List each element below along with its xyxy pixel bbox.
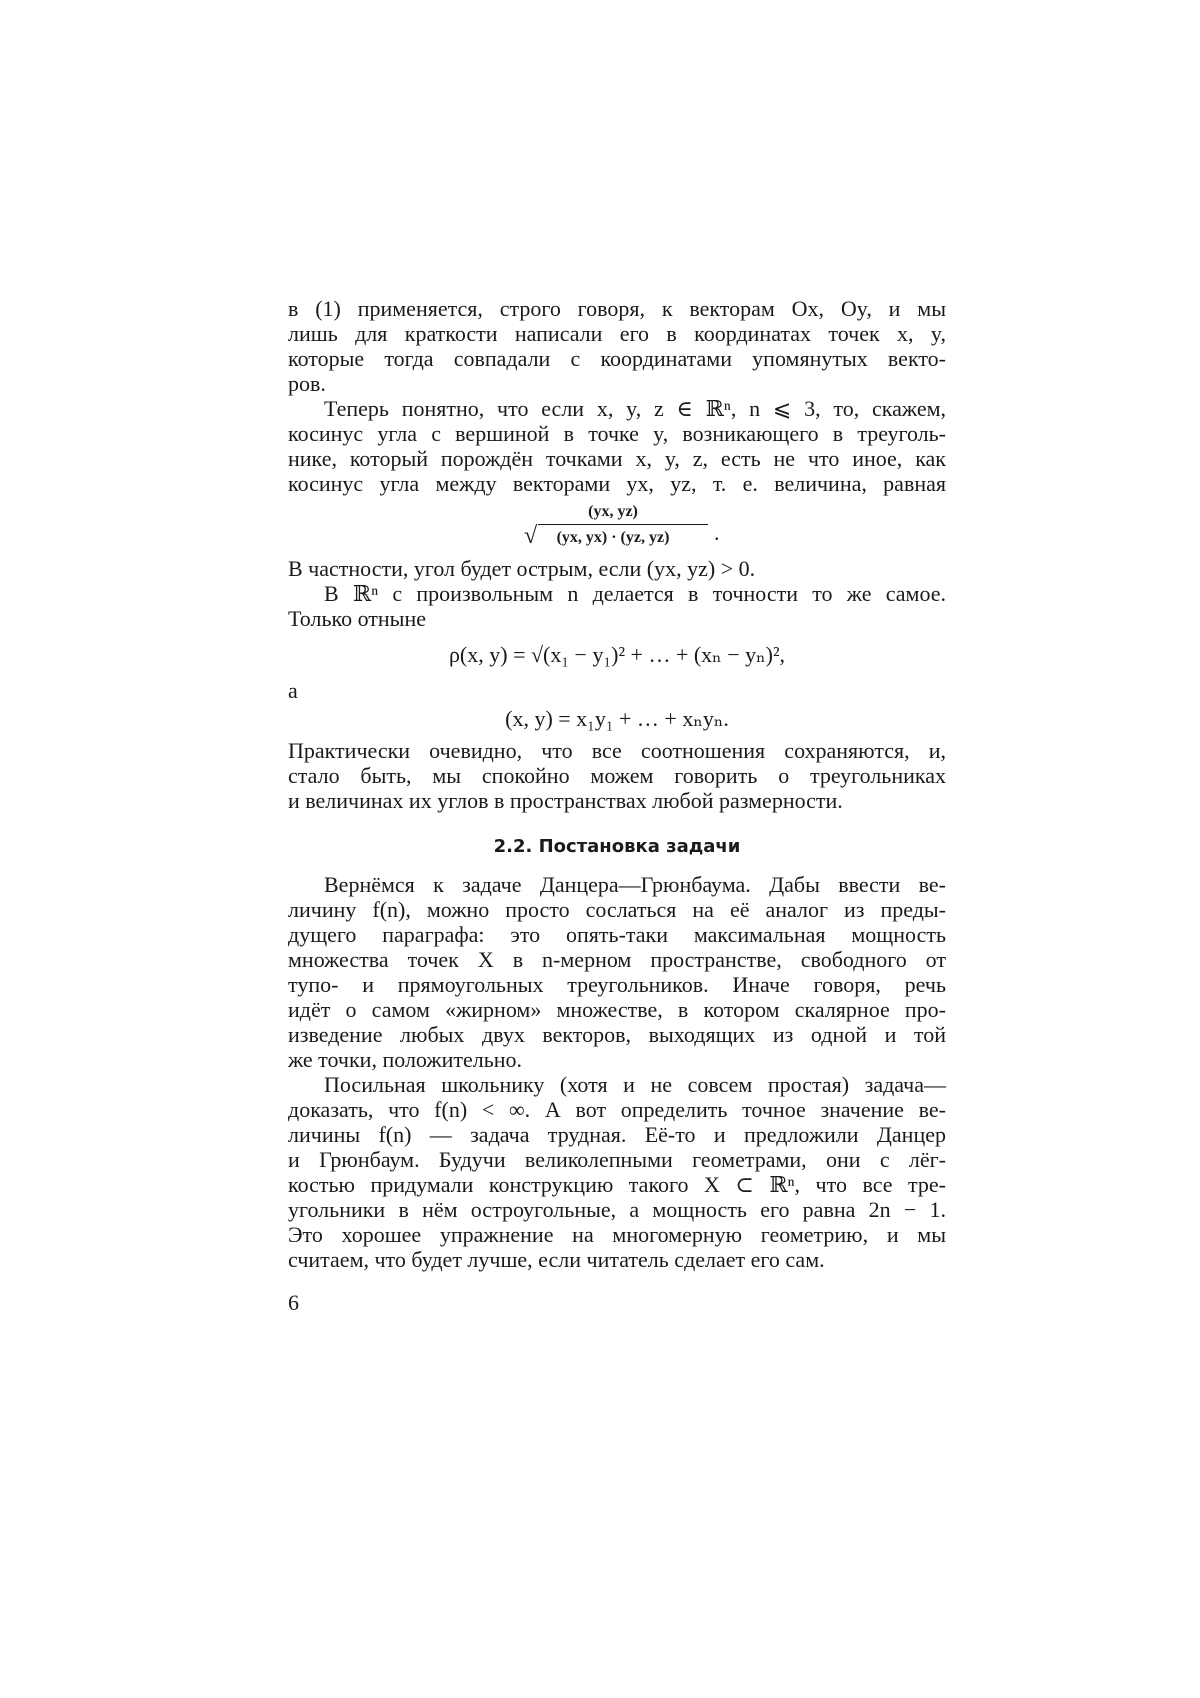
p1-line-2: лишь для краткости написали его в координатах точек x, y, — [288, 321, 946, 346]
p7-line-6: угольники в нём остроугольные, а мощность его равна 2n − 1. — [288, 1197, 946, 1222]
p7-line-2: доказать, что f(n) < ∞. А вот определить точное значение ве- — [288, 1097, 946, 1122]
p6-line-2: личину f(n), можно просто сослаться на её аналог из преды- — [288, 897, 946, 922]
cosine-fraction — [518, 502, 720, 549]
p7-line-7: Это хорошее упражнение на многомерную геометрию, и мы — [288, 1222, 946, 1247]
p2-line-1: Теперь понятно, что если x, y, z ∈ ℝⁿ, n ⩽ 3, то, скажем, — [324, 396, 946, 421]
p5-line-1: Практически очевидно, что все соотношения сохраняются, и, — [288, 738, 946, 763]
fraction-period: . — [714, 520, 720, 545]
p1-line-1: в (1) применяется, строго говоря, к векторам Ox, Oy, и мы — [288, 296, 946, 321]
section-heading: 2.2. Постановка задачи — [493, 836, 741, 857]
conjunction-a: а — [288, 678, 298, 703]
dot-product-formula: (x, y) = x₁y₁ + … + xₙyₙ. — [505, 706, 729, 731]
p6-line-6: идёт о самом «жирном» множестве, в котором скалярное про- — [288, 997, 946, 1022]
p7-line-8: считаем, что будет лучше, если читатель сделает его сам. — [288, 1247, 825, 1272]
p2-line-4: косинус угла между векторами yx, yz, т. е. величина, равная — [288, 471, 946, 496]
fraction-denominator: (yx, yx) · (yz, yz) — [556, 529, 670, 546]
p6-line-7: изведение любых двух векторов, выходящих из одной и той — [288, 1022, 946, 1047]
page-number: 6 — [288, 1290, 299, 1315]
p7-line-5: костью придумали конструкцию такого X ⊂ ℝⁿ, что все тре- — [288, 1172, 946, 1197]
p6-line-5: тупо- и прямоугольных треугольников. Иначе говоря, речь — [288, 972, 946, 997]
radical-sign: √ — [524, 523, 538, 549]
p6-line-8: же точки, положительно. — [288, 1047, 523, 1072]
p4-line-2: Только отныне — [288, 606, 426, 631]
fraction-numerator: (yx, yz) — [588, 503, 638, 520]
p1-line-3: которые тогда совпадали с координатами упомянутых векто- — [288, 346, 946, 371]
distance-formula: ρ(x, y) = √(x₁ − y₁)² + … + (xₙ − yₙ)², — [448, 642, 786, 667]
p5-line-3: и величинах их углов в пространствах любой размерности. — [288, 788, 843, 813]
p6-line-1: Вернёмся к задаче Данцера—Грюнбаума. Дабы ввести ве- — [324, 872, 946, 897]
p7-line-4: и Грюнбаум. Будучи великолепными геометрами, они с лёг- — [288, 1147, 946, 1172]
p6-line-3: дущего параграфа: это опять-таки максимальная мощность — [288, 922, 946, 947]
p2-line-2: косинус угла с вершиной в точке y, возникающего в треуголь- — [288, 421, 946, 446]
p2-line-3: нике, который порождён точками x, y, z, есть не что иное, как — [288, 446, 946, 471]
p5-line-2: стало быть, мы спокойно можем говорить о треугольниках — [288, 763, 946, 788]
p7-line-3: личины f(n) — задача трудная. Её-то и предложили Данцер — [288, 1122, 946, 1147]
p1-line-4: ров. — [288, 371, 326, 396]
p4-line-1: В ℝⁿ с произвольным n делается в точности то же самое. — [324, 581, 946, 606]
p3-line-1: В частности, угол будет острым, если (yx, yz) > 0. — [288, 556, 756, 581]
fraction-bar — [538, 524, 708, 525]
p7-line-1: Посильная школьнику (хотя и не совсем простая) задача— — [324, 1072, 946, 1097]
p6-line-4: множества точек X в n-мерном пространстве, свободного от — [288, 947, 946, 972]
page-body — [288, 0, 946, 1698]
